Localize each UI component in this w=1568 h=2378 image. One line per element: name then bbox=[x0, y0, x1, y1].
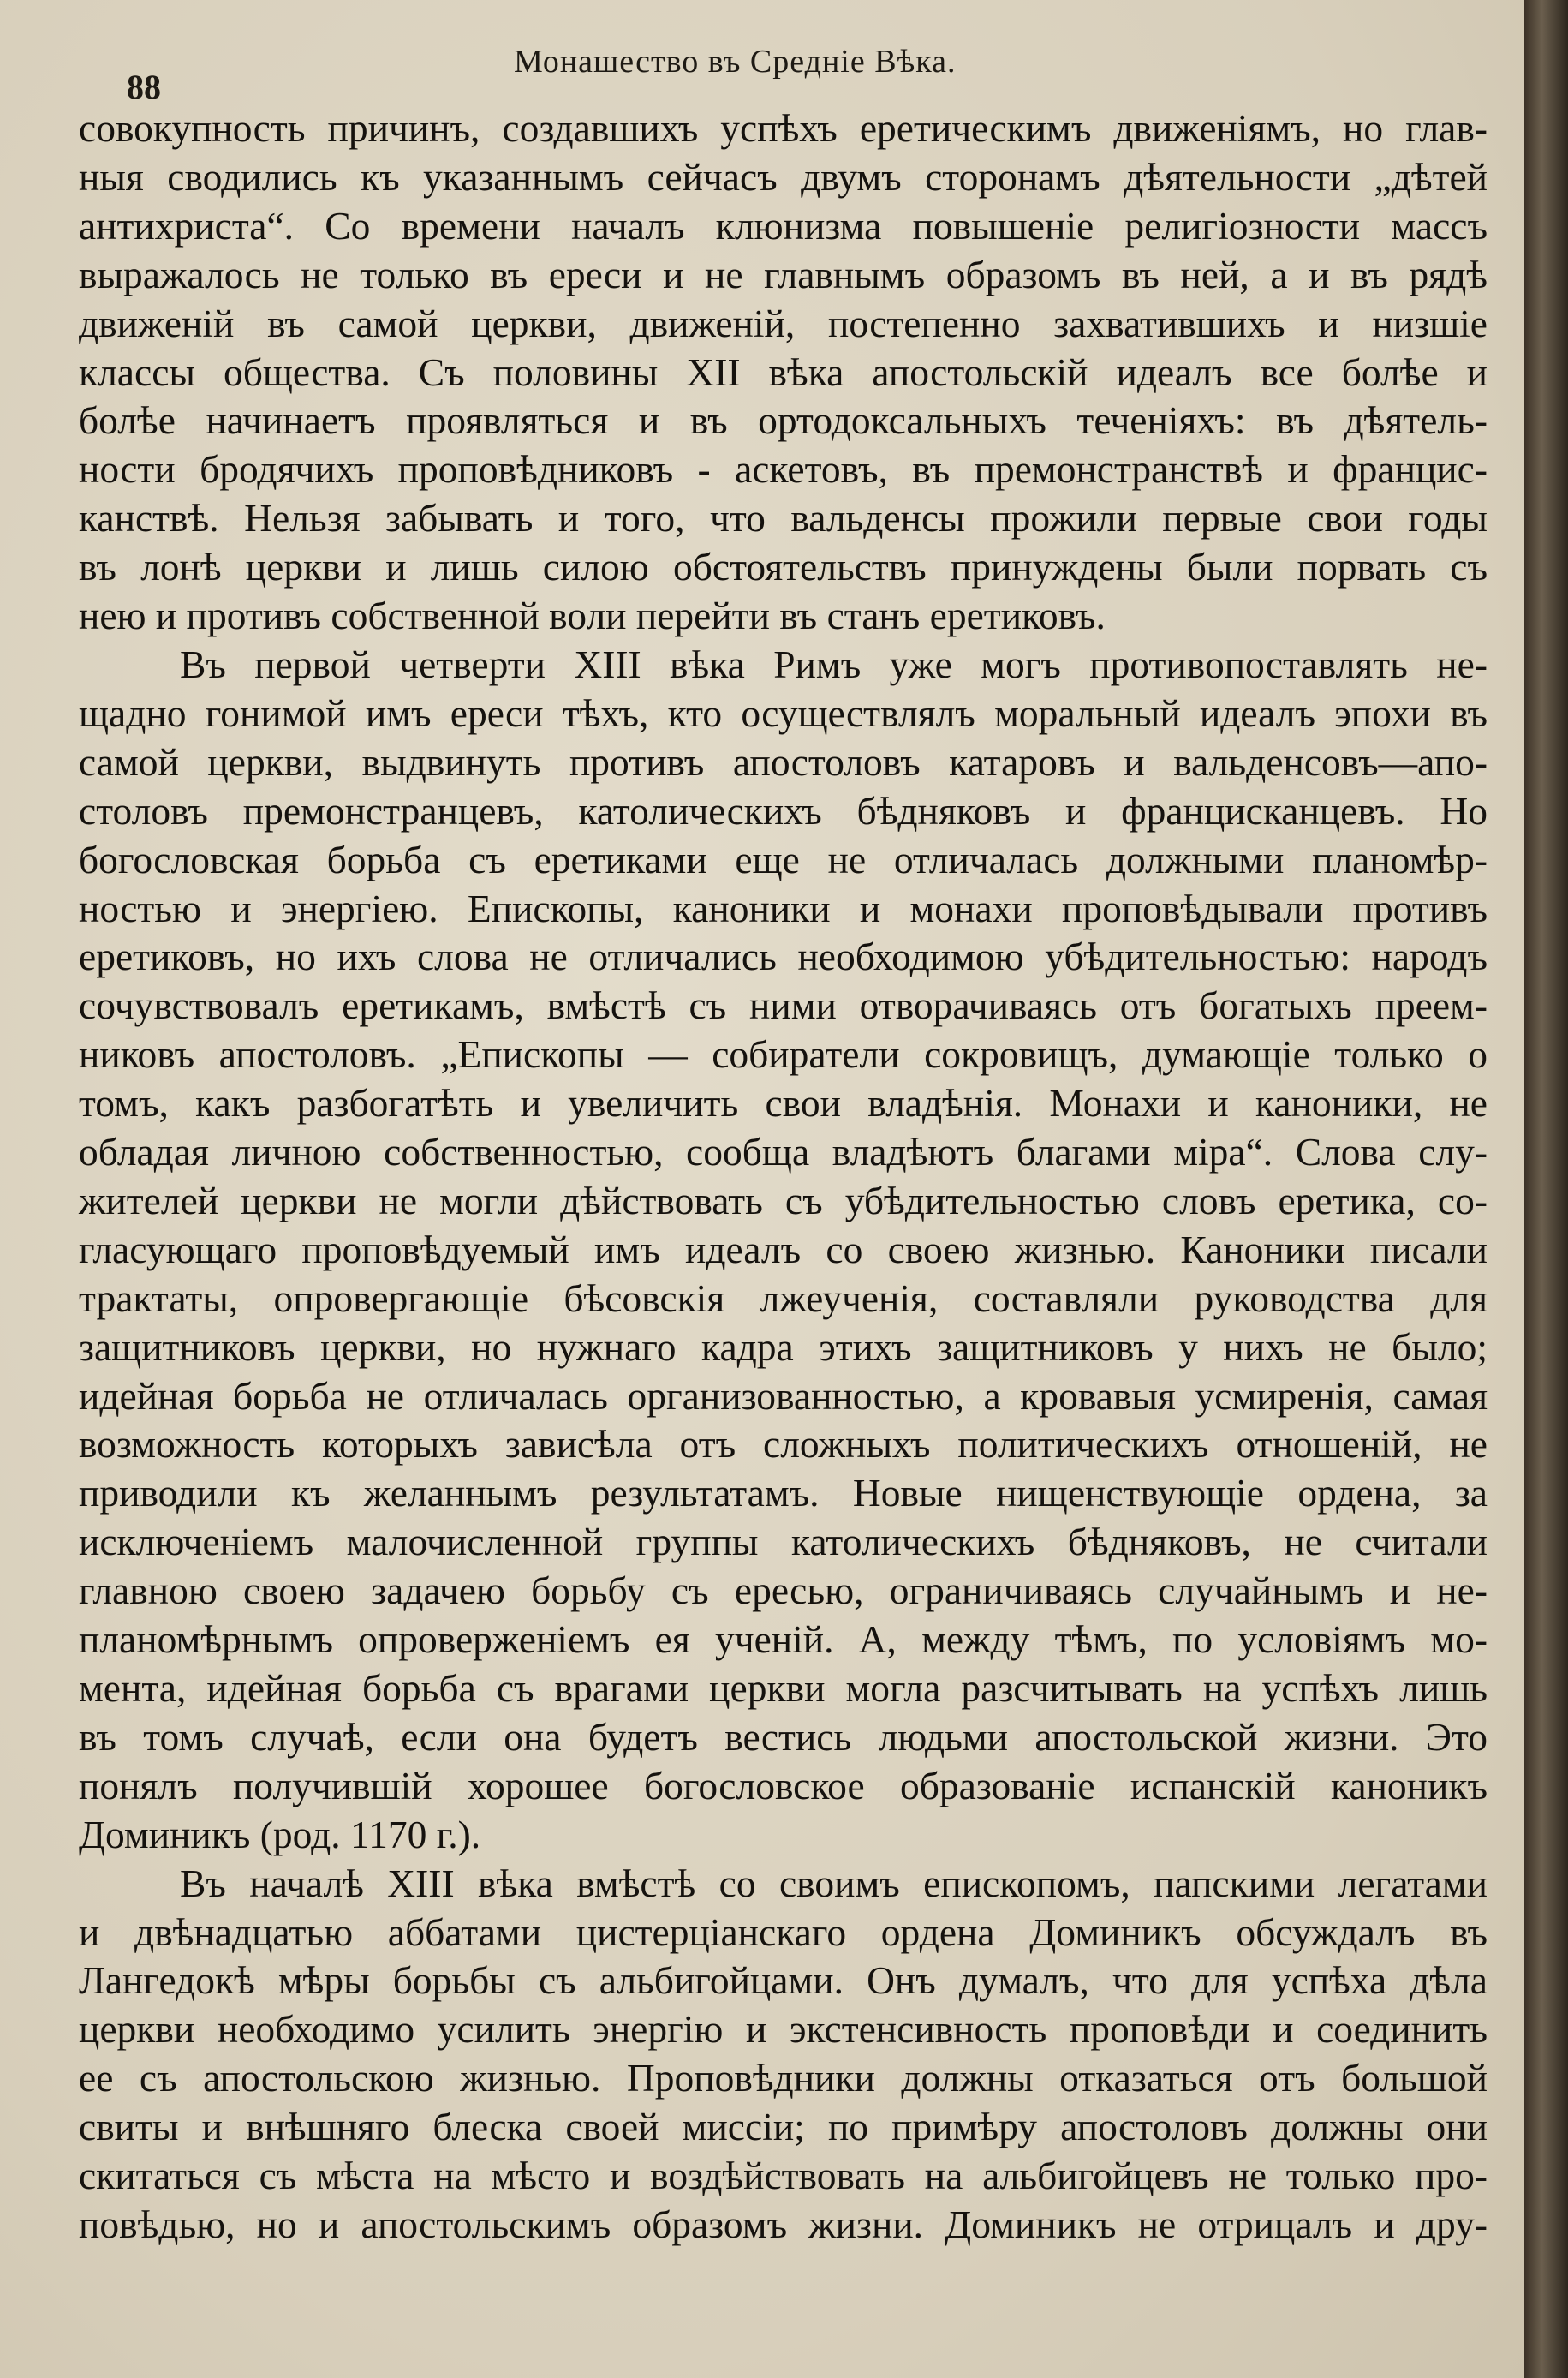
text-line: выражалось не только въ ереси и не главнымъ образомъ въ ней, а и въ рядѣ bbox=[79, 252, 1488, 296]
text-line: планомѣрнымъ опроверженiемъ ея ученiй. А, между тѣмъ, по условiямъ мо- bbox=[79, 1617, 1488, 1662]
text-line: еретиковъ, но ихъ слова не отличались необходимою убѣдительностью: народъ bbox=[79, 935, 1488, 979]
paragraph-3 bbox=[79, 1860, 1488, 2250]
book-edge bbox=[1524, 0, 1568, 2378]
text-line: скитаться съ мѣста на мѣсто и воздѣйствовать на альбигойцевъ не только про- bbox=[79, 2154, 1488, 2198]
text-line: въ томъ случаѣ, если она будетъ вестись людьми апостольской жизни. Это bbox=[79, 1714, 1488, 1759]
text-line: мента, идейная борьба съ врагами церкви могла разсчитывать на успѣхъ лишь bbox=[79, 1666, 1488, 1710]
body-text bbox=[79, 105, 1488, 2250]
text-line: сочувствовалъ еретикамъ, вмѣстѣ съ ними отворачиваясь отъ богатыхъ преем- bbox=[79, 983, 1488, 1028]
text-line: церкви необходимо усилить энергiю и экстенсивность проповѣди и соединить bbox=[79, 2007, 1488, 2052]
text-line: Доминикъ (род. 1170 г.). bbox=[79, 1812, 481, 1856]
text-line: приводили къ желаннымъ результатамъ. Новые нищенствующiе ордена, за bbox=[79, 1471, 1488, 1515]
text-line: совокупность причинъ, создавшихъ успѣхъ еретическимъ движенiямъ, но глав- bbox=[79, 106, 1488, 150]
text-line: никовъ апостоловъ. „Епископы — собиратели сокровищъ, думающiе только о bbox=[79, 1032, 1488, 1077]
page-number: 88 bbox=[127, 68, 161, 106]
text-line: канствѣ. Нельзя забывать и того, что вальденсы прожили первые свои годы bbox=[79, 496, 1488, 541]
text-line: жителей церкви не могли дѣйствовать съ убѣдительностью словъ еретика, со- bbox=[79, 1178, 1488, 1222]
text-line: ее съ апостольскою жизнью. Проповѣдники должны отказаться отъ большой bbox=[79, 2056, 1488, 2100]
text-line: главною своею задачею борьбу съ ересью, ограничиваясь случайнымъ и не- bbox=[79, 1568, 1488, 1613]
text-line: повѣдью, но и апостольскимъ образомъ жизни. Доминикъ не отрицалъ и дру- bbox=[79, 2202, 1488, 2246]
paragraph-2 bbox=[79, 641, 1488, 1860]
text-line: столовъ премонстранцевъ, католическихъ бѣдняковъ и францисканцевъ. Но bbox=[79, 788, 1488, 833]
text-line: ности бродячихъ проповѣдниковъ - аскетовъ, въ премонстранствѣ и францис- bbox=[79, 447, 1488, 492]
text-line: болѣе начинаетъ проявляться и въ ортодоксальныхъ теченiяхъ: въ дѣятель- bbox=[79, 398, 1488, 443]
text-line: томъ, какъ разбогатѣть и увеличить свои владѣнiя. Монахи и каноники, не bbox=[79, 1081, 1488, 1126]
text-line: въ лонѣ церкви и лишь силою обстоятельствъ принуждены были порвать съ bbox=[79, 545, 1488, 589]
text-line: Въ первой четверти XIII вѣка Римъ уже могъ противопоставлять не- bbox=[180, 642, 1488, 686]
text-line: гласующаго проповѣдуемый имъ идеалъ со своею жизнью. Каноники писали bbox=[79, 1227, 1488, 1271]
text-line: ныя сводились къ указаннымъ сейчасъ двумъ сторонамъ дѣятельности „дѣтей bbox=[79, 154, 1488, 199]
text-line: обладая личною собственностью, сообща владѣютъ благами мiра“. Слова слу- bbox=[79, 1130, 1488, 1174]
text-line: движенiй въ самой церкви, движенiй, постепенно захватившихъ и низшiе bbox=[79, 301, 1488, 345]
text-line: идейная борьба не отличалась организованностью, а кровавыя усмиренiя, самая bbox=[79, 1373, 1488, 1418]
text-line: антихриста“. Со времени началъ клюнизма повышенiе религiозности массъ bbox=[79, 203, 1488, 248]
text-line: Въ началѣ XIII вѣка вмѣстѣ со своимъ епископомъ, папскими легатами bbox=[180, 1861, 1488, 1905]
text-line: и двѣнадцатью аббатами цистерцiанскаго ордена Доминикъ обсуждалъ въ bbox=[79, 1909, 1488, 1954]
text-line: ностью и энергiею. Епископы, каноники и монахи проповѣдывали противъ bbox=[79, 886, 1488, 930]
page-header bbox=[0, 33, 1524, 106]
text-line: щадно гонимой имъ ереси тѣхъ, кто осуществлялъ моральный идеалъ эпохи въ bbox=[79, 690, 1488, 735]
text-line: богословская борьба съ еретиками еще не отличалась должными планомѣр- bbox=[79, 837, 1488, 881]
text-line: самой церкви, выдвинуть противъ апостоловъ катаровъ и вальденсовъ—апо- bbox=[79, 739, 1488, 784]
text-line: трактаты, опровергающiе бѣсовскiя лжеученiя, составляли руководства для bbox=[79, 1276, 1488, 1320]
paragraph-1 bbox=[79, 105, 1488, 641]
text-line: классы общества. Съ половины XII вѣка апостольскiй идеалъ все болѣе и bbox=[79, 350, 1488, 394]
running-title: Монашество въ Среднiе Вѣка. bbox=[514, 44, 957, 80]
text-line: исключенiемъ малочисленной группы католическихъ бѣдняковъ, не считали bbox=[79, 1520, 1488, 1564]
text-line: понялъ получившiй хорошее богословское образованiе испанскiй каноникъ bbox=[79, 1763, 1488, 1807]
text-line: защитниковъ церкви, но нужнаго кадра этихъ защитниковъ у нихъ не было; bbox=[79, 1324, 1488, 1369]
text-line: свиты и внѣшняго блеска своей миссiи; по примѣру апостоловъ должны они bbox=[79, 2105, 1488, 2149]
text-line: Лангедокѣ мѣры борьбы съ альбигойцами. Онъ думалъ, что для успѣха дѣла bbox=[79, 1958, 1488, 2003]
text-line: нею и противъ собственной воли перейти въ станъ еретиковъ. bbox=[79, 594, 1106, 638]
text-line: возможность которыхъ зависѣла отъ сложныхъ политическихъ отношенiй, не bbox=[79, 1422, 1488, 1467]
